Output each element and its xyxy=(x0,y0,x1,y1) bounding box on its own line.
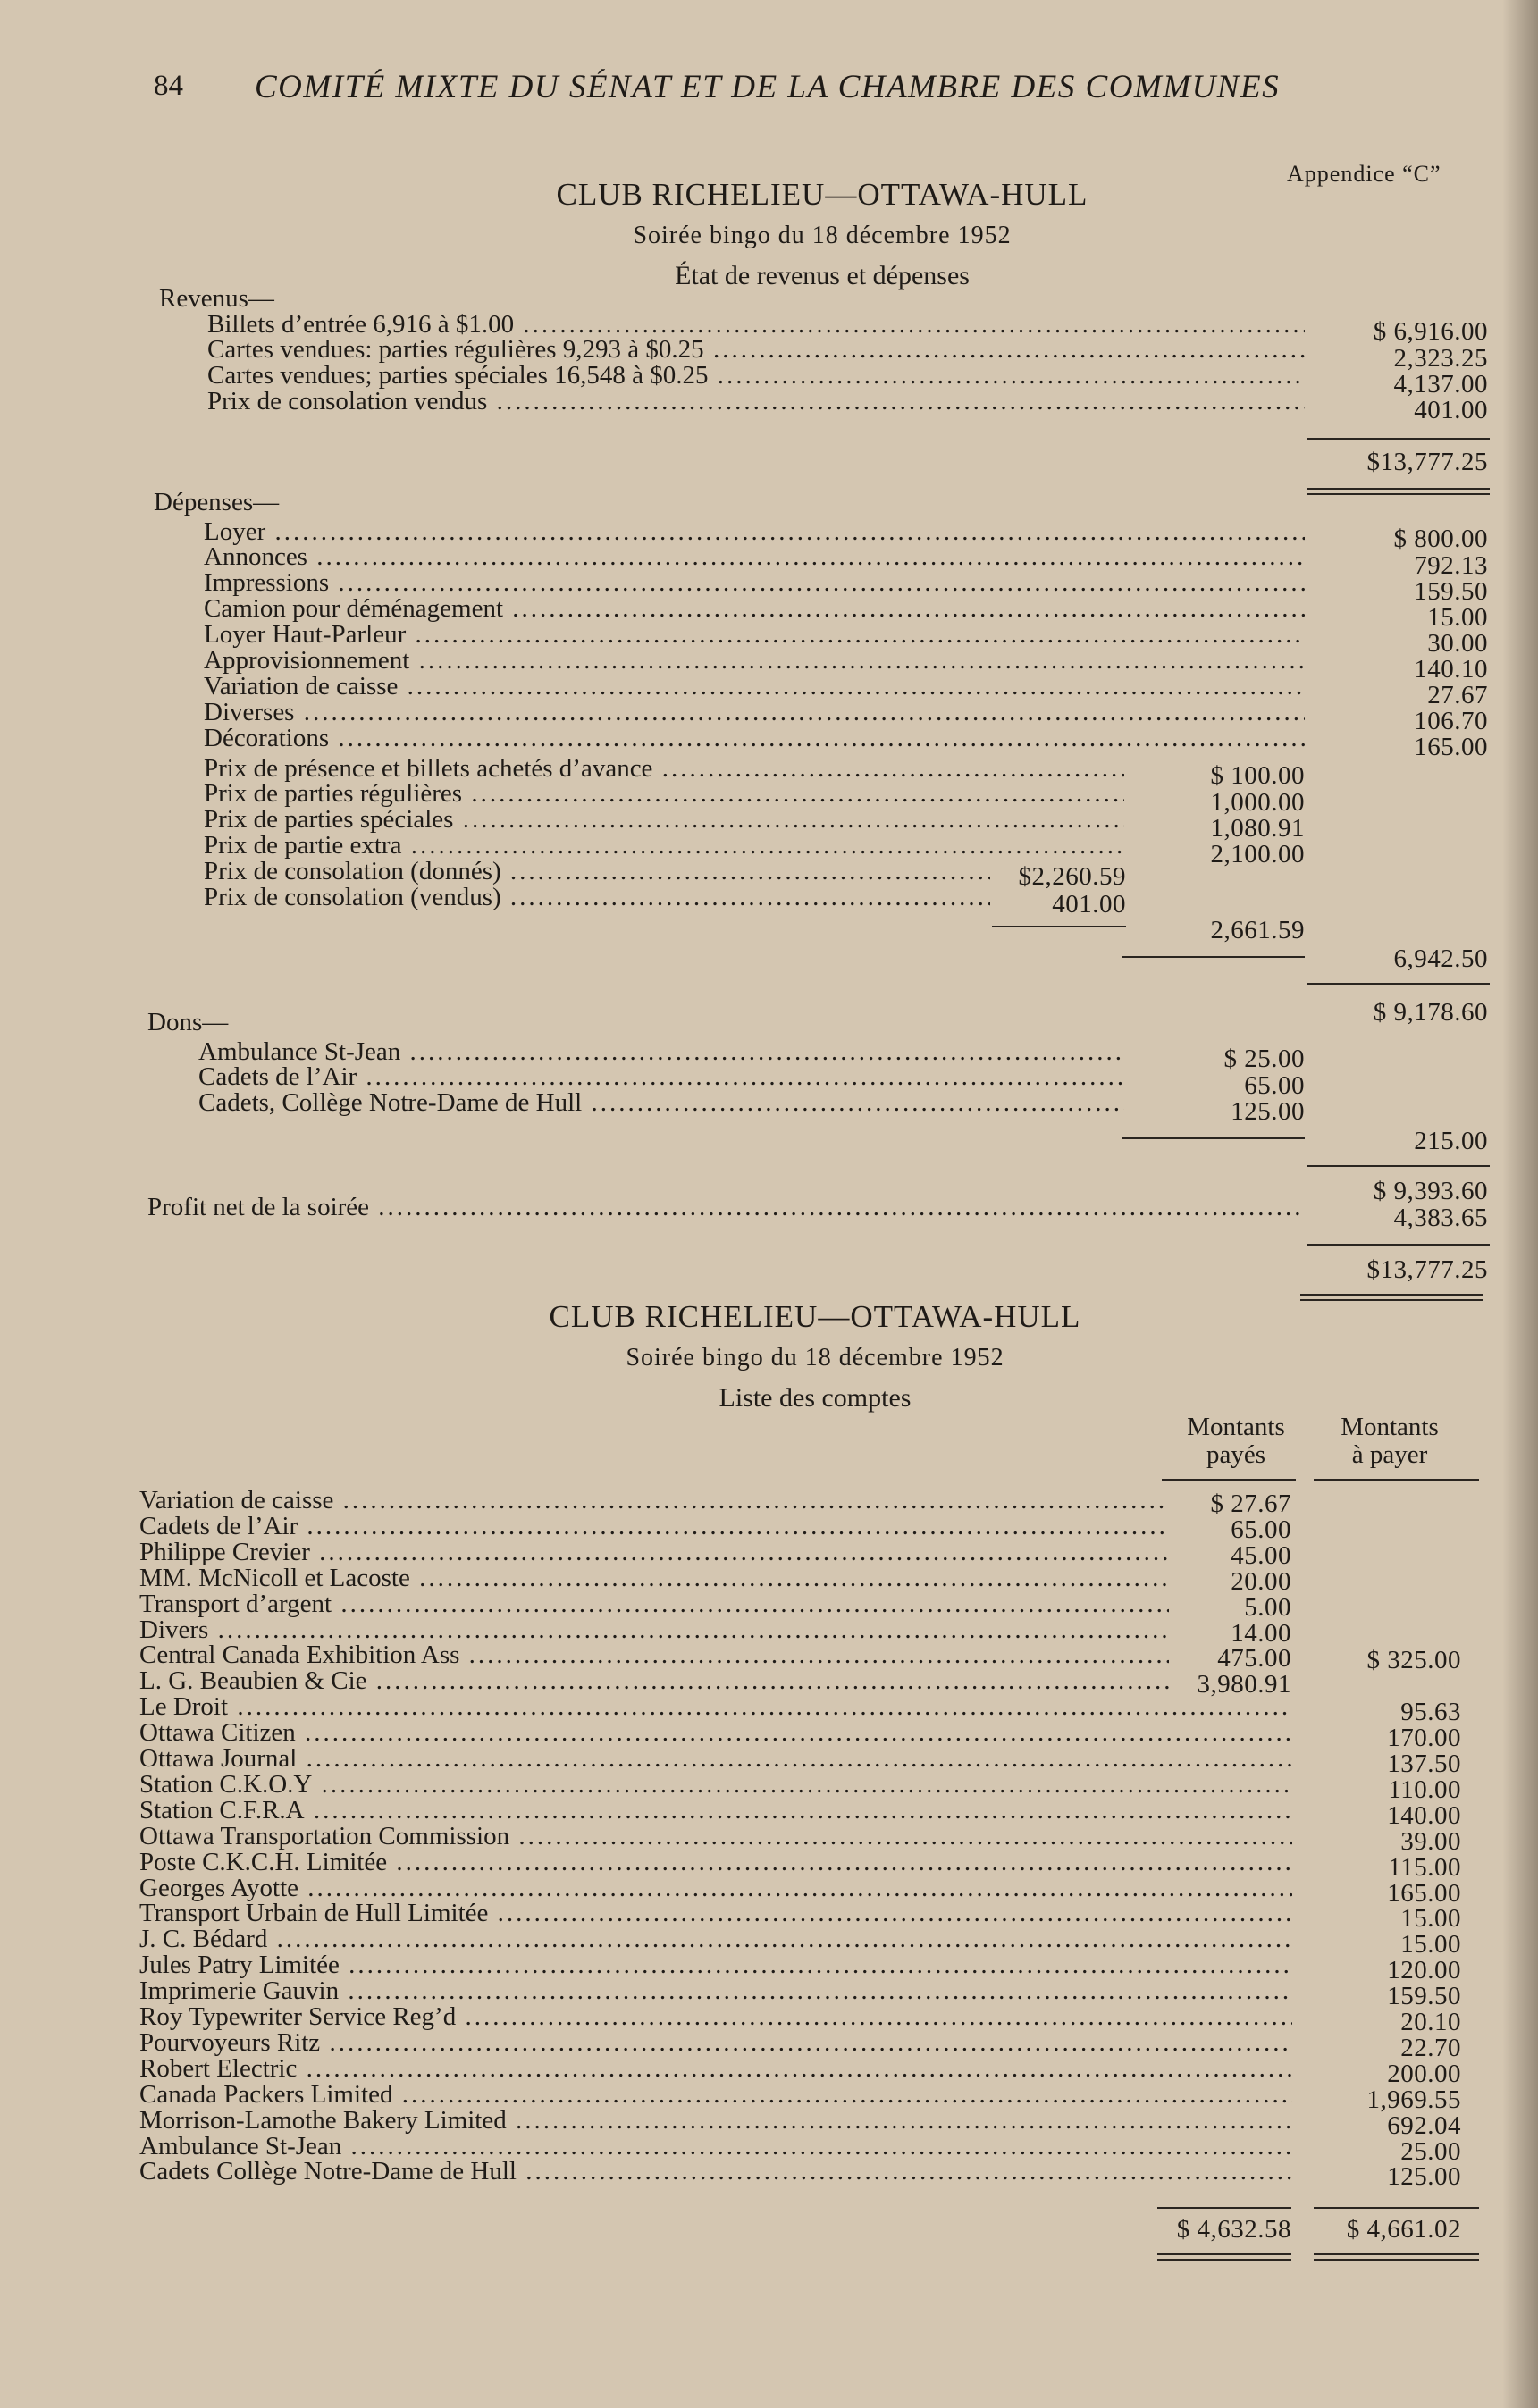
row-amount: $ 100.00 xyxy=(1210,761,1305,790)
consolation-net-row xyxy=(0,917,1538,944)
amount-due: $ 325.00 xyxy=(1366,1646,1461,1674)
account-name: Pourvoyeurs Ritz ..... xyxy=(139,2029,1292,2056)
account-name: Central Canada Exhibition Ass ..... xyxy=(139,1641,1169,1668)
row-amount: $2,260.59 xyxy=(1018,862,1126,891)
account-name: Georges Ayotte ..... xyxy=(139,1875,1292,1901)
net-before: $ 9,393.60 xyxy=(1373,1177,1488,1205)
amount-due: 140.00 xyxy=(1387,1801,1461,1830)
account-name: Station C.K.O.Y ..... xyxy=(139,1771,1292,1798)
amount-paid: 5.00 xyxy=(1244,1593,1291,1622)
amount-due: 115.00 xyxy=(1388,1853,1461,1882)
amount-due: 110.00 xyxy=(1388,1775,1461,1804)
page-number: 84 xyxy=(154,70,183,102)
row-amount: 159.50 xyxy=(1414,577,1488,606)
amount-due: 159.50 xyxy=(1387,1982,1461,2010)
row-amount: $ 800.00 xyxy=(1393,524,1488,553)
row-label: Cartes vendues: parties régulières 9,293 à $0.25 ..... xyxy=(207,336,1305,363)
row-amount: 1,080.91 xyxy=(1210,814,1305,843)
row-label: Prix de parties régulières ..... xyxy=(204,780,1124,807)
col-paid-header xyxy=(1147,1414,1325,1469)
row-label: Loyer Haut-Parleur ..... xyxy=(204,621,1305,648)
appendix-label: Appendice “C” xyxy=(1287,161,1441,187)
row-label: Cadets de l’Air ..... xyxy=(198,1063,1124,1090)
double-rule xyxy=(1314,2253,1479,2261)
account-row xyxy=(0,1926,1538,1959)
profit-label: Profit net de la soirée ..... xyxy=(147,1194,1305,1221)
account-name: MM. McNicoll et Lacoste ..... xyxy=(139,1565,1169,1591)
account-name: L. G. Beaubien & Cie ..... xyxy=(139,1667,1169,1694)
account-row xyxy=(0,2029,1538,2062)
amount-paid: 65.00 xyxy=(1231,1515,1291,1544)
account-name: Robert Electric ..... xyxy=(139,2055,1292,2082)
amount-due: 165.00 xyxy=(1387,1879,1461,1908)
row-label: Prix de partie extra ..... xyxy=(204,832,1124,859)
account-row xyxy=(0,1539,1538,1570)
row-label: Prix de présence et billets achetés d’avance ..... xyxy=(204,755,1124,782)
account-row xyxy=(0,1590,1538,1622)
row-label: Prix de consolation (donnés) ..... xyxy=(204,858,990,885)
account-name: Ottawa Citizen ..... xyxy=(139,1719,1292,1746)
double-rule xyxy=(1307,488,1490,495)
amount-due: 39.00 xyxy=(1400,1827,1461,1856)
depense-row xyxy=(0,518,1538,553)
don-row xyxy=(0,1038,1538,1073)
accounts-total-row xyxy=(0,2216,1538,2243)
depense-row xyxy=(0,595,1538,632)
account-row xyxy=(0,2107,1538,2140)
amount-due: 200.00 xyxy=(1387,2060,1461,2088)
amount-due: 1,969.55 xyxy=(1366,2085,1461,2114)
row-amount: 165.00 xyxy=(1414,733,1488,761)
account-row xyxy=(0,1641,1538,1674)
account-name: Cadets de l’Air ..... xyxy=(139,1513,1169,1540)
account-row xyxy=(0,1513,1538,1544)
account-name: Ottawa Journal ..... xyxy=(139,1745,1292,1772)
row-label: Loyer ..... xyxy=(204,518,1305,545)
row-amount: $ 25.00 xyxy=(1223,1045,1305,1073)
dons-total: 215.00 xyxy=(1414,1127,1488,1155)
rule xyxy=(1314,1479,1479,1481)
account-name: Transport d’argent ..... xyxy=(139,1590,1169,1617)
row-label: Impressions ..... xyxy=(204,569,1305,596)
don-row xyxy=(0,1063,1538,1100)
account-row xyxy=(0,2055,1538,2088)
account-row xyxy=(0,1823,1538,1856)
account-name: J. C. Bédard ..... xyxy=(139,1926,1292,1952)
account-row xyxy=(0,1771,1538,1804)
depense-row xyxy=(0,569,1538,606)
depense-row xyxy=(0,647,1538,684)
account-row xyxy=(0,1667,1538,1699)
account-name: Roy Typewriter Service Reg’d ..... xyxy=(139,2003,1292,2030)
row-label: Billets d’entrée 6,916 à $1.00 ..... xyxy=(207,311,1305,338)
amount-paid: 45.00 xyxy=(1231,1541,1291,1570)
double-rule xyxy=(1157,2253,1291,2261)
col-due-line2: à payer xyxy=(1351,1440,1428,1469)
rule xyxy=(1307,1165,1490,1167)
row-amount: 27.67 xyxy=(1427,681,1488,709)
row-amount: 401.00 xyxy=(1052,890,1126,919)
depense-row xyxy=(0,725,1538,761)
row-label: Diverses ..... xyxy=(204,699,1305,726)
account-name: Cadets Collège Notre-Dame de Hull ..... xyxy=(139,2158,1292,2185)
col-paid-line1: Montants xyxy=(1187,1413,1285,1441)
account-row xyxy=(0,1797,1538,1830)
statement-club-title: CLUB RICHELIEU—OTTAWA-HULL xyxy=(556,177,1088,212)
account-row xyxy=(0,1719,1538,1752)
subtotal-row xyxy=(0,999,1538,1026)
total-paid: $ 4,632.58 xyxy=(1176,2215,1291,2244)
amount-due: 25.00 xyxy=(1400,2137,1461,2166)
depense-row xyxy=(0,543,1538,580)
account-name: Variation de caisse ..... xyxy=(139,1487,1169,1514)
account-row xyxy=(0,2003,1538,2036)
revenus-row xyxy=(0,336,1538,373)
row-amount: 2,100.00 xyxy=(1210,840,1305,868)
prix-row xyxy=(0,806,1538,843)
row-amount: 106.70 xyxy=(1414,707,1488,735)
amount-due: 137.50 xyxy=(1387,1749,1461,1778)
row-label: Prix de consolation (vendus) ..... xyxy=(204,884,990,910)
rule xyxy=(1157,2207,1291,2209)
account-row xyxy=(0,1745,1538,1778)
revenus-row xyxy=(0,388,1538,424)
depenses-total: 6,942.50 xyxy=(1393,944,1488,973)
account-name: Imprimerie Gauvin ..... xyxy=(139,1977,1292,2004)
rule xyxy=(1307,1244,1490,1246)
account-row xyxy=(0,1951,1538,1984)
row-label: Annonces ..... xyxy=(204,543,1305,570)
depense-row xyxy=(0,699,1538,735)
row-label: Variation de caisse ..... xyxy=(204,673,1305,700)
amount-paid: $ 27.67 xyxy=(1210,1489,1291,1518)
prix-row xyxy=(0,832,1538,868)
row-amount: 15.00 xyxy=(1427,603,1488,632)
prix-row xyxy=(0,755,1538,790)
row-amount: 125.00 xyxy=(1231,1097,1305,1126)
account-name: Philippe Crevier ..... xyxy=(139,1539,1169,1565)
depense-row xyxy=(0,621,1538,658)
account-name: Transport Urbain de Hull Limitée ..... xyxy=(139,1900,1292,1926)
col-paid-line2: payés xyxy=(1206,1440,1266,1469)
amount-due: 125.00 xyxy=(1387,2162,1461,2191)
account-name: Canada Packers Limited ..... xyxy=(139,2081,1292,2108)
depenses-total-row xyxy=(0,945,1538,972)
row-amount: 140.10 xyxy=(1414,655,1488,684)
amount-due: 120.00 xyxy=(1387,1956,1461,1984)
profit-amount: 4,383.65 xyxy=(1393,1204,1488,1232)
amount-due: 15.00 xyxy=(1400,1904,1461,1933)
statement-event: Soirée bingo du 18 décembre 1952 xyxy=(633,222,1012,249)
account-row xyxy=(0,1977,1538,2010)
revenus-total-row xyxy=(0,449,1538,475)
account-row xyxy=(0,1900,1538,1933)
row-amount: 1,000.00 xyxy=(1210,788,1305,817)
prix-row xyxy=(0,780,1538,817)
account-name: Le Droit ..... xyxy=(139,1693,1292,1720)
revenus-heading: Revenus— xyxy=(159,284,274,313)
row-amount: 65.00 xyxy=(1244,1071,1305,1100)
account-row xyxy=(0,2133,1538,2166)
row-amount: 4,137.00 xyxy=(1393,370,1488,399)
account-row xyxy=(0,1565,1538,1596)
amount-paid: 475.00 xyxy=(1217,1644,1291,1673)
rule xyxy=(1314,2207,1479,2209)
row-label: Prix de consolation vendus ..... xyxy=(207,388,1305,415)
account-row xyxy=(0,1616,1538,1648)
consolation-net: 2,661.59 xyxy=(1210,916,1305,944)
depense-row xyxy=(0,673,1538,709)
amount-due: 95.63 xyxy=(1400,1698,1461,1726)
amount-paid: 14.00 xyxy=(1231,1619,1291,1648)
row-label: Approvisionnement ..... xyxy=(204,647,1305,674)
rule xyxy=(1307,438,1490,440)
depenses-heading: Dépenses— xyxy=(154,488,280,516)
amount-due: 15.00 xyxy=(1400,1930,1461,1959)
account-name: Station C.F.R.A ..... xyxy=(139,1797,1292,1824)
account-row xyxy=(0,2081,1538,2114)
grand-total-row xyxy=(0,1256,1538,1283)
revenus-row xyxy=(0,311,1538,346)
amount-due: 22.70 xyxy=(1400,2034,1461,2062)
row-amount: 2,323.25 xyxy=(1393,344,1488,373)
row-label: Décorations ..... xyxy=(204,725,1305,751)
account-name: Poste C.K.C.H. Limitée ..... xyxy=(139,1849,1292,1875)
account-name: Ambulance St-Jean ..... xyxy=(139,2133,1292,2160)
amount-due: 692.04 xyxy=(1387,2111,1461,2140)
consolation-row xyxy=(0,884,1538,919)
row-amount: 30.00 xyxy=(1427,629,1488,658)
amount-due: 20.10 xyxy=(1400,2008,1461,2036)
statement-title: État de revenus et dépenses xyxy=(675,261,970,290)
amount-due: 170.00 xyxy=(1387,1724,1461,1752)
running-title: COMITÉ MIXTE DU SÉNAT ET DE LA CHAMBRE DES COMMUNES xyxy=(255,69,1281,105)
row-label: Camion pour déménagement ..... xyxy=(204,595,1305,622)
amount-paid: 3,980.91 xyxy=(1197,1670,1291,1699)
account-row xyxy=(0,1487,1538,1518)
account-row xyxy=(0,1849,1538,1882)
accounts-title: Liste des comptes xyxy=(719,1383,912,1413)
row-label: Cartes vendues; parties spéciales 16,548 à $0.25 ..... xyxy=(207,362,1305,389)
col-due-line1: Montants xyxy=(1340,1413,1439,1441)
row-label: Cadets, Collège Notre-Dame de Hull ..... xyxy=(198,1089,1124,1116)
account-name: Ottawa Transportation Commission ..... xyxy=(139,1823,1292,1850)
dons-heading: Dons— xyxy=(147,1008,229,1036)
don-row xyxy=(0,1089,1538,1126)
revenus-row xyxy=(0,362,1538,399)
account-name: Divers ..... xyxy=(139,1616,1169,1643)
col-due-header xyxy=(1300,1414,1479,1469)
row-amount: 401.00 xyxy=(1414,396,1488,424)
row-label: Prix de parties spéciales ..... xyxy=(204,806,1124,833)
account-name: Morrison-Lamothe Bakery Limited ..... xyxy=(139,2107,1292,2134)
account-row xyxy=(0,1693,1538,1726)
dons-total-row xyxy=(0,1128,1538,1154)
rule xyxy=(1162,1479,1296,1481)
rule xyxy=(1307,983,1490,985)
double-rule xyxy=(1300,1294,1483,1301)
account-name: Jules Patry Limitée ..... xyxy=(139,1951,1292,1978)
grand-total: $13,777.25 xyxy=(1366,1255,1488,1284)
accounts-club-title: CLUB RICHELIEU—OTTAWA-HULL xyxy=(549,1299,1081,1334)
account-row xyxy=(0,2158,1538,2191)
row-amount: $ 6,916.00 xyxy=(1373,317,1488,346)
profit-row xyxy=(0,1194,1538,1232)
account-row xyxy=(0,1875,1538,1908)
row-amount: 792.13 xyxy=(1414,551,1488,580)
consolation-row xyxy=(0,858,1538,891)
subtotal: $ 9,178.60 xyxy=(1373,998,1488,1027)
row-label: Ambulance St-Jean ..... xyxy=(198,1038,1124,1065)
total-due: $ 4,661.02 xyxy=(1346,2215,1461,2244)
revenus-total: $13,777.25 xyxy=(1366,448,1488,476)
amount-paid: 20.00 xyxy=(1231,1567,1291,1596)
accounts-event: Soirée bingo du 18 décembre 1952 xyxy=(626,1344,1004,1372)
